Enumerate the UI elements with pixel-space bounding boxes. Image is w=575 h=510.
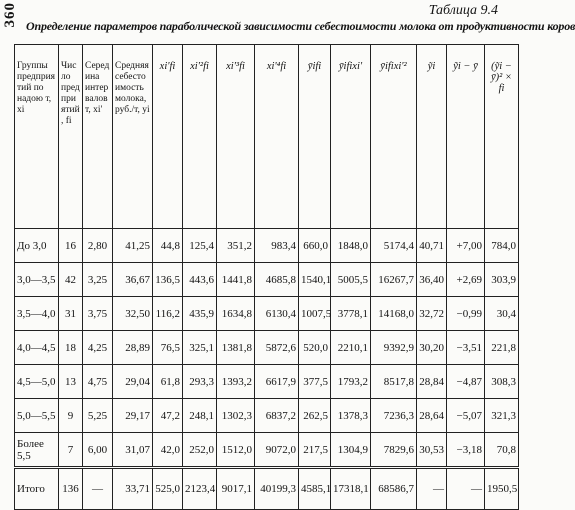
header-ydev: ỹi − ȳ <box>447 45 485 229</box>
table-cell: 325,1 <box>183 331 217 365</box>
header-x4f: xi'⁴fi <box>255 45 299 229</box>
table-cell: 5005,5 <box>331 263 371 297</box>
header-yfx: ȳifixi' <box>331 45 371 229</box>
table-cell: 4685,8 <box>255 263 299 297</box>
table-cell: 217,5 <box>299 433 331 468</box>
table-cell: 3,25 <box>83 263 113 297</box>
table-cell: 303,9 <box>485 263 519 297</box>
table-cell: 1302,3 <box>217 399 255 433</box>
table-cell: 3,75 <box>83 297 113 331</box>
row-label: Более 5,5 <box>15 433 59 468</box>
header-yf: ȳifi <box>299 45 331 229</box>
table-cell: 2,80 <box>83 229 113 263</box>
table-cell: −0,99 <box>447 297 485 331</box>
table-cell: 61,8 <box>153 365 183 399</box>
table-cell: 18 <box>59 331 83 365</box>
table-row <box>15 297 519 331</box>
table-cell: 443,6 <box>183 263 217 297</box>
table-cell: 31,07 <box>113 433 153 468</box>
table-cell: 520,0 <box>299 331 331 365</box>
header-count: Число предприятий, fi <box>59 45 83 229</box>
table-cell: 68586,7 <box>371 468 417 510</box>
table-cell: 377,5 <box>299 365 331 399</box>
table-row <box>15 365 519 399</box>
table-cell: 42,0 <box>153 433 183 468</box>
table-cell: 8517,8 <box>371 365 417 399</box>
table-cell: 47,2 <box>153 399 183 433</box>
table-cell: 31 <box>59 297 83 331</box>
table-cell: 40199,3 <box>255 468 299 510</box>
row-label: 3,0—3,5 <box>15 263 59 297</box>
table-cell: 70,8 <box>485 433 519 468</box>
table-cell: 14168,0 <box>371 297 417 331</box>
table-cell: 784,0 <box>485 229 519 263</box>
table-cell: 9 <box>59 399 83 433</box>
table-cell: 28,89 <box>113 331 153 365</box>
table-cell: 5872,6 <box>255 331 299 365</box>
table-cell: 32,50 <box>113 297 153 331</box>
table-cell: 1634,8 <box>217 297 255 331</box>
table-cell: −3,51 <box>447 331 485 365</box>
table-cell: 13 <box>59 365 83 399</box>
header-row <box>15 45 519 229</box>
row-label: 5,0—5,5 <box>15 399 59 433</box>
table-cell: 525,0 <box>153 468 183 510</box>
table-cell: 4,25 <box>83 331 113 365</box>
table-row <box>15 263 519 297</box>
table-cell: 983,4 <box>255 229 299 263</box>
table-cell: 16267,7 <box>371 263 417 297</box>
table-cell: 1950,5 <box>485 468 519 510</box>
table-cell: 660,0 <box>299 229 331 263</box>
row-label: 4,5—5,0 <box>15 365 59 399</box>
table-cell: 44,8 <box>153 229 183 263</box>
header-x3f: xi'³fi <box>217 45 255 229</box>
table-cell: 1304,9 <box>331 433 371 468</box>
row-label: Итого <box>15 468 59 510</box>
table-label: Таблица 9.4 <box>428 3 498 18</box>
table-cell: — <box>447 468 485 510</box>
table-cell: 293,3 <box>183 365 217 399</box>
table-cell: 4,75 <box>83 365 113 399</box>
table-cell: 30,53 <box>417 433 447 468</box>
table-cell: +7,00 <box>447 229 485 263</box>
table-cell: 1540,1 <box>299 263 331 297</box>
table-cell: 42 <box>59 263 83 297</box>
table-cell: 29,17 <box>113 399 153 433</box>
row-label: 4,0—4,5 <box>15 331 59 365</box>
table-cell: 30,4 <box>485 297 519 331</box>
table-cell: 1381,8 <box>217 331 255 365</box>
table-cell: 1378,3 <box>331 399 371 433</box>
total-row <box>15 468 519 510</box>
table-cell: — <box>417 468 447 510</box>
table-cell: 1007,5 <box>299 297 331 331</box>
table-caption: Определение параметров параболической зависимости себестоимости молока от продуктивности коров <box>26 19 575 33</box>
header-xf: xi'fi <box>153 45 183 229</box>
table-cell: 116,2 <box>153 297 183 331</box>
table-cell: 1393,2 <box>217 365 255 399</box>
page-number: 360 <box>2 2 18 28</box>
header-x2f: xi'²fi <box>183 45 217 229</box>
header-midpoint: Середина интервалов т, xi' <box>83 45 113 229</box>
table-cell: 33,71 <box>113 468 153 510</box>
table-cell: 252,0 <box>183 433 217 468</box>
data-table <box>14 44 519 510</box>
table-cell: 7829,6 <box>371 433 417 468</box>
row-label: До 3,0 <box>15 229 59 263</box>
table-cell: 9392,9 <box>371 331 417 365</box>
table-cell: −5,07 <box>447 399 485 433</box>
table-cell: 5174,4 <box>371 229 417 263</box>
table-cell: 136,5 <box>153 263 183 297</box>
table-cell: 435,9 <box>183 297 217 331</box>
table-cell: −4,87 <box>447 365 485 399</box>
table-cell: 1441,8 <box>217 263 255 297</box>
table-cell: 6837,2 <box>255 399 299 433</box>
table-cell: 7 <box>59 433 83 468</box>
table-cell: 1512,0 <box>217 433 255 468</box>
header-groups: Группы предприятий по надою т, xi <box>15 45 59 229</box>
table-cell: 3778,1 <box>331 297 371 331</box>
header-avg-cost: Средняя себестоимость молока, руб./т, yi <box>113 45 153 229</box>
table-cell: 76,5 <box>153 331 183 365</box>
table-cell: 351,2 <box>217 229 255 263</box>
table-cell: 28,64 <box>417 399 447 433</box>
table-cell: 1793,2 <box>331 365 371 399</box>
table-cell: 9072,0 <box>255 433 299 468</box>
table-cell: — <box>83 468 113 510</box>
table-cell: 9017,1 <box>217 468 255 510</box>
table-cell: 2123,4 <box>183 468 217 510</box>
table-cell: 30,20 <box>417 331 447 365</box>
table-row <box>15 229 519 263</box>
table-cell: −3,18 <box>447 433 485 468</box>
table-cell: 36,67 <box>113 263 153 297</box>
table-cell: 4585,1 <box>299 468 331 510</box>
table-cell: 308,3 <box>485 365 519 399</box>
table-row <box>15 433 519 468</box>
table-cell: 262,5 <box>299 399 331 433</box>
table-row <box>15 399 519 433</box>
table-cell: 248,1 <box>183 399 217 433</box>
table-cell: 5,25 <box>83 399 113 433</box>
table-cell: 6,00 <box>83 433 113 468</box>
header-yfx2: ȳifixi'² <box>371 45 417 229</box>
table-cell: 321,3 <box>485 399 519 433</box>
table-cell: 221,8 <box>485 331 519 365</box>
table-cell: +2,69 <box>447 263 485 297</box>
table-cell: 136 <box>59 468 83 510</box>
table-cell: 29,04 <box>113 365 153 399</box>
table-cell: 7236,3 <box>371 399 417 433</box>
table-cell: 17318,1 <box>331 468 371 510</box>
table-cell: 40,71 <box>417 229 447 263</box>
table-cell: 28,84 <box>417 365 447 399</box>
table-cell: 2210,1 <box>331 331 371 365</box>
table-cell: 6130,4 <box>255 297 299 331</box>
header-ydev2f: (ỹi − ȳ)² × fi <box>485 45 519 229</box>
table-row <box>15 331 519 365</box>
table-cell: 6617,9 <box>255 365 299 399</box>
table-cell: 36,40 <box>417 263 447 297</box>
table-cell: 32,72 <box>417 297 447 331</box>
table-cell: 16 <box>59 229 83 263</box>
table-cell: 41,25 <box>113 229 153 263</box>
header-ytilde: ỹi <box>417 45 447 229</box>
table-cell: 125,4 <box>183 229 217 263</box>
row-label: 3,5—4,0 <box>15 297 59 331</box>
table-cell: 1848,0 <box>331 229 371 263</box>
